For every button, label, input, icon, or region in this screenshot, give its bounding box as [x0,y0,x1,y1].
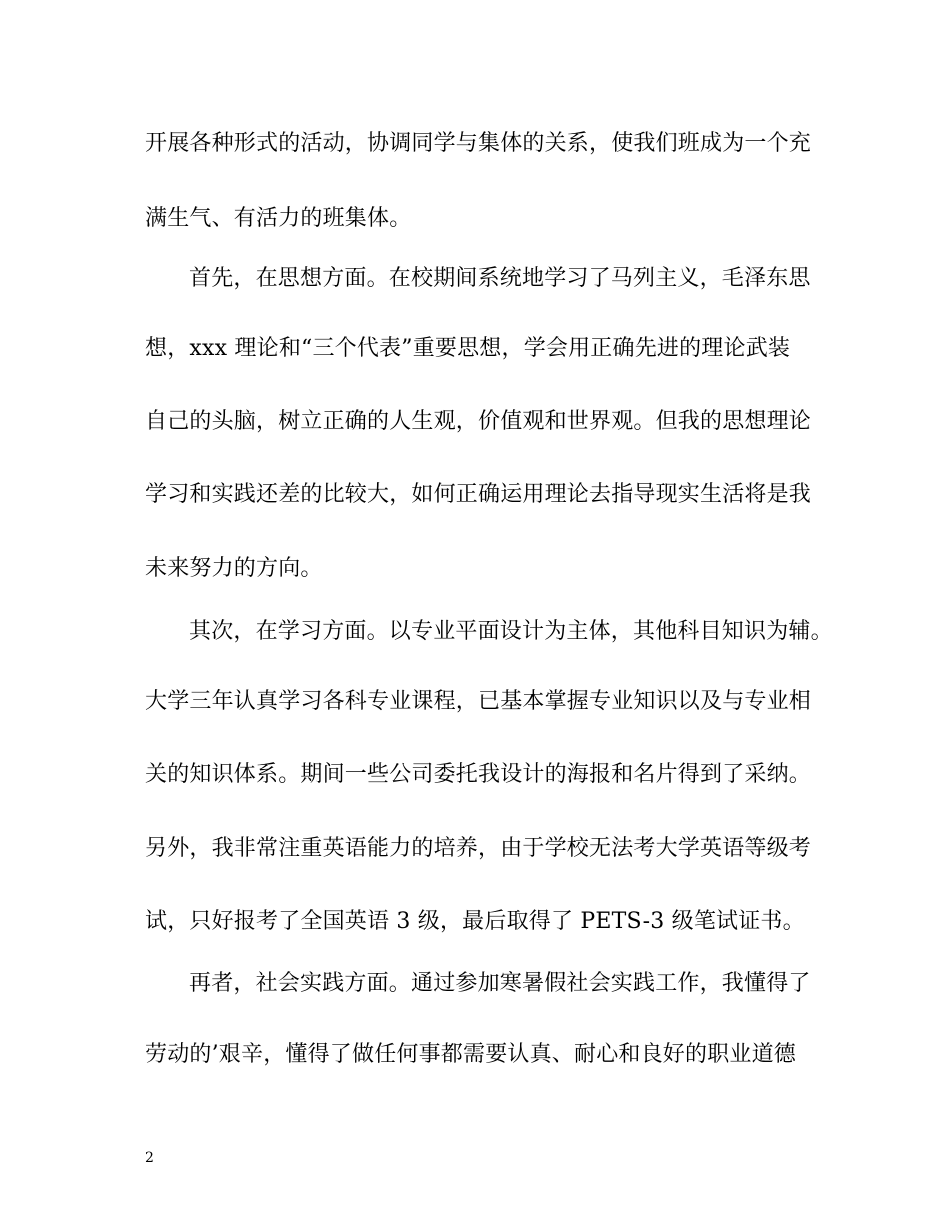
text-line: 学习和实践还差的比较大，如何正确运用理论去指导现实生活将是我 [145,482,812,507]
text-line: 自己的头脑，树立正确的人生观，价值观和世界观。但我的思想理论 [145,409,812,434]
text-line: 另外，我非常注重英语能力的培养，由于学校无法考大学英语等级考 [145,836,812,861]
text-line: 未来努力的方向。 [145,556,323,581]
text-line: 大学三年认真学习各科专业课程，已基本掌握专业知识以及与专业相 [145,689,812,714]
page-number: 2 [145,1150,154,1166]
text-line: 劳动的’艰辛，懂得了做任何事都需要认真、耐心和良好的职业道德 [145,1042,796,1067]
paragraph-first-line: 再者，社会实践方面。通过参加寒暑假社会实践工作，我懂得了 [189,971,811,996]
text-line: 满生气、有活力的班集体。 [145,206,412,231]
text-line: 开展各种形式的活动，协调同学与集体的关系，使我们班成为一个充 [145,131,812,156]
paragraph-first-line: 首先，在思想方面。在校期间系统地学习了马列主义，毛泽东思 [189,266,811,291]
paragraph-first-line: 其次，在学习方面。以专业平面设计为主体，其他科目知识为辅。 [189,619,833,644]
text-line: 关的知识体系。期间一些公司委托我设计的海报和名片得到了采纳。 [145,762,812,787]
text-line: 想，xxx 理论和“三个代表”重要思想，学会用正确先进的理论武装 [145,336,791,361]
text-line: 试，只好报考了全国英语 3 级，最后取得了 PETS-3 级笔试证书。 [145,909,805,934]
